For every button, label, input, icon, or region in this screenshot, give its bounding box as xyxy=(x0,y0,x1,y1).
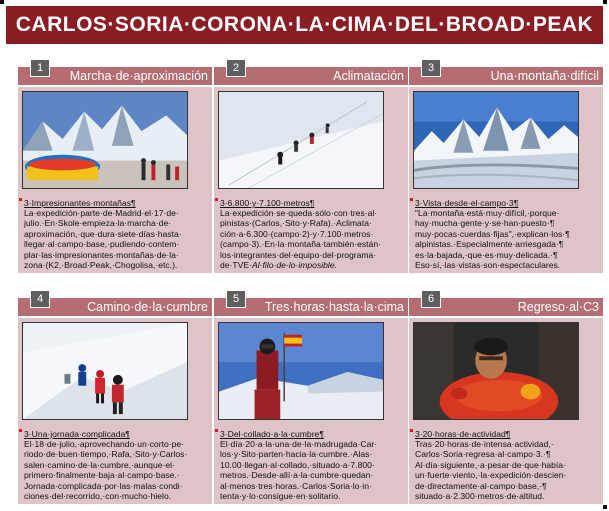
panel-heading: Tres·horas·hasta·la·cima xyxy=(214,298,408,316)
panel-3 xyxy=(409,62,603,273)
crop-mark xyxy=(603,0,607,4)
caption-body: "La·montaña·está·muy·difícil,·porque· hay·mucha·gente·y·se·han·puesto·¶ muy·pocas·cuerdas·fijas",·explican·los·¶ alpinistas.·Especialmente·arriesgada·¶ es·la·bajada,·que·es·muy·delicada.·¶ Eso·sí,·las·vistas·son·espectaculares. xyxy=(415,208,570,271)
panel-heading: Regreso·al·C3 xyxy=(409,298,603,316)
crop-mark xyxy=(603,505,607,509)
panel-number: 5 xyxy=(226,290,246,308)
panel-heading: Una·montaña·difícil xyxy=(409,67,603,85)
photo-frame xyxy=(409,87,603,195)
caption-box xyxy=(409,426,603,504)
caption-box xyxy=(18,426,212,504)
panel-2 xyxy=(214,62,408,273)
panel-number: 6 xyxy=(421,290,441,308)
panel-number: 4 xyxy=(30,290,50,308)
panel-heading: Camino·de·la·cumbre xyxy=(18,298,212,316)
panel-6 xyxy=(409,293,603,504)
photo-frame xyxy=(409,318,603,426)
base-camp-photo xyxy=(22,91,188,189)
caption-title: 3·Una·jornada·complicada¶ xyxy=(24,429,130,439)
photo-frame xyxy=(214,87,408,195)
climber-portrait-photo xyxy=(413,322,579,420)
bullet-marker xyxy=(19,198,22,201)
panel-1 xyxy=(18,62,212,273)
caption-body: Tras·20·horas·de·intensa·actividad,· Carlos·Soria·regresa·al·campo·3.·¶ Al·día·siguiente,·a·pesar·de·que·había· un·fuerte·viento,·la·expedición·descien· de·directamente·al·campo·base,·¶ situado·a·2.300·metros·de·altitud. xyxy=(415,439,567,502)
panel-number: 3 xyxy=(421,59,441,77)
caption-text xyxy=(415,439,597,501)
caption-text xyxy=(24,439,206,501)
crop-mark xyxy=(0,0,4,4)
caption-body: La·expedición·parte·de·Madrid·el·17·de· julio.·En·Skole·empieza·la·marcha·de· aproximación,·que·dura·siete·días·hasta· llegar·al·campo·base,·pudiendo·contem· plar·las·impresionantes·montañas·de·la· zona·(K2,·Broad·Peak,·Chogolisa,·etc.). xyxy=(24,208,182,271)
caption-box xyxy=(214,195,408,273)
caption-box xyxy=(409,195,603,273)
caption-box xyxy=(18,195,212,273)
page-title: CARLOS·SORIA·CORONA·LA·CIMA·DEL·BROAD·PEAK xyxy=(6,6,603,44)
caption-title: 3·6.800·y·7.100·metros¶ xyxy=(220,198,315,208)
caption-body: El·18·de·julio,·aprovechando·un·corto·pe· riodo·de·buen·tiempo,·Rafa,·Sito·y·Carlos· salen·camino·de·la·cumbre,·aunque·el· primero·finalmente·baja·al·campo·base.· Jornada·complicada·por·las·malas·condi· ciones·del·recorrido,·con·mucho·hielo. xyxy=(24,439,188,502)
climbers-photo xyxy=(22,322,188,420)
panel-number: 2 xyxy=(226,59,246,77)
caption-body: El·día·20·a·la·una·de·la·madrugada·Car· los·y·Sito·parten·hacia·la·cumbre.·Alas· 10.00·llegan·al·collado,·situado·a·7.800· metros.·Desde·allí·a·la·cumbre·quedan· al·menos·tres·horas.·Carlos·Soria·lo·in· tenta·y·lo·consigue·en·solitario. xyxy=(220,439,378,502)
caption-text xyxy=(24,208,206,270)
summit-flag-photo xyxy=(218,322,384,420)
caption-text xyxy=(220,439,402,501)
mountain-range-photo xyxy=(413,91,579,189)
bullet-marker xyxy=(19,429,22,432)
bullet-marker xyxy=(215,198,218,201)
caption-title: 3·Impresionantes·montañas¶ xyxy=(24,198,136,208)
photo-frame xyxy=(18,87,212,195)
photo-frame xyxy=(214,318,408,426)
panel-number: 1 xyxy=(30,59,50,77)
caption-box xyxy=(214,426,408,504)
caption-italic: Al·filo·de·lo·imposible. xyxy=(252,260,338,271)
panel-5 xyxy=(214,293,408,504)
panel-heading: Aclimatación xyxy=(214,67,408,85)
caption-text xyxy=(415,208,597,270)
caption-body: La·expedición·se·queda·sólo·con·tres·al· pinistas·(Carlos,·Sito·y·Rafa).·Aclimata· ción·a·6.300·(campo·2)·y·7.100·metros· (campo·3).·En·la·montaña·también·están· los·integrantes·del·equipo·del·programa· de·TVE· xyxy=(220,208,381,271)
caption-text xyxy=(220,208,402,270)
panel-heading: Marcha·de·aproximación xyxy=(18,67,212,85)
bullet-marker xyxy=(410,198,413,201)
panel-4 xyxy=(18,293,212,504)
caption-title: 3·Vista·desde·el·campo·3¶ xyxy=(415,198,519,208)
caption-title: 3·Del·collado·a·la·cumbre¶ xyxy=(220,429,324,439)
caption-title: 3·20·horas·de·actividad¶ xyxy=(415,429,511,439)
bullet-marker xyxy=(410,429,413,432)
bullet-marker xyxy=(215,429,218,432)
photo-frame xyxy=(18,318,212,426)
snow-slope-photo xyxy=(218,91,384,189)
